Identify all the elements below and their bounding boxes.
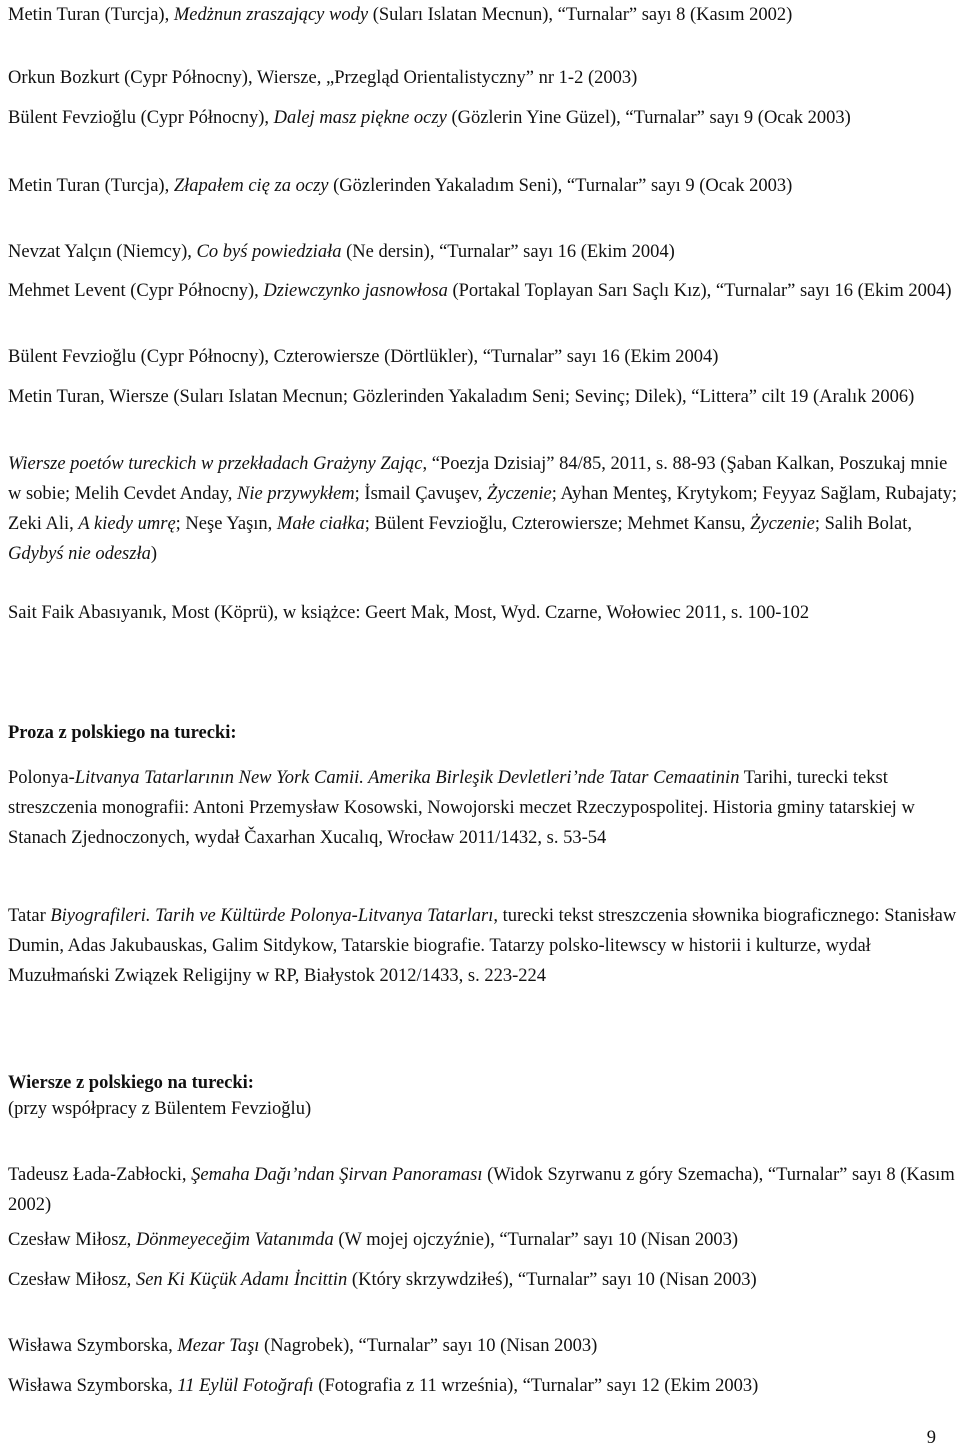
page-number: 9 bbox=[926, 1428, 936, 1448]
bibliography-entry: Tadeusz Łada-Zabłocki, Şemaha Dağı’ndan Şirvan Panoraması (Widok Szyrwanu z góry Szemacha), “Turnalar” sayı 8 (Kasım 2002) bbox=[8, 1165, 955, 1215]
prose-entry: Polonya-Litvanya Tatarlarının New York Camii. Amerika Birleşik Devletleri’nde Tatar Cemaatinin Tarihi, turecki tekst streszczenia monografii: Antoni Przemysław Kosowski, Nowojorski meczet Rzeczypospolitej. Historia gminy tatarskiej w Stanach Zjednoczonych, wydał Čaxarhan Xucalıq, Wrocław 2011/1432, s. 53-54 bbox=[8, 768, 915, 848]
bibliography-entry: Metin Turan (Turcja), Medżnun zraszający wody (Suları Islatan Mecnun), “Turnalar” sayı 8 (Kasım 2002) bbox=[8, 5, 793, 25]
anthology-entry: Wiersze poetów tureckich w przekładach Grażyny Zając, “Poezja Dzisiaj” 84/85, 2011, s. 88-93 (Şaban Kalkan, Poszukaj mnie w sobie; Melih Cevdet Anday, Nie przywykłem; İsmail Çavuşev, Życzenie; Ayhan Menteş, Krytykom; Feyyaz Sağlam, Rubajaty; Zeki Ali, A kiedy umrę; Neşe Yaşın, Małe ciałka; Bülent Fevzioğlu, Czterowiersze; Mehmet Kansu, Życzenie; Salih Bolat, Gdybyś nie odeszła) bbox=[8, 454, 958, 564]
section-heading-wiersze: Wiersze z polskiego na turecki: bbox=[8, 1073, 254, 1093]
bibliography-entry: Czesław Miłosz, Dönmeyeceğim Vatanımda (W mojej ojczyźnie), “Turnalar” sayı 10 (Nisan 2003) bbox=[8, 1230, 739, 1250]
bibliography-entry: Wisława Szymborska, 11 Eylül Fotoğrafı (Fotografia z 11 września), “Turnalar” sayı 12 (Ekim 2003) bbox=[8, 1376, 759, 1396]
bibliography-entry: Czesław Miłosz, Sen Ki Küçük Adamı İncittin (Który skrzywdziłeś), “Turnalar” sayı 10 (Nisan 2003) bbox=[8, 1270, 757, 1290]
bibliography-entry: Metin Turan (Turcja), Złapałem cię za oczy (Gözlerinden Yakaladım Seni), “Turnalar” sayı 9 (Ocak 2003) bbox=[8, 176, 793, 196]
prose-entry: Tatar Biyografileri. Tarih ve Kültürde Polonya-Litvanya Tatarları, turecki tekst streszczenia słownika biograficznego: Stanisław Dumin, Adas Jakubauskas, Galim Sitdykow, Tatarskie biografie. Tatarzy polsko-litewscy w historii i kulturze, wydał Muzułmański Związek Religijny w RP, Białystok 2012/1433, s. 223-224 bbox=[8, 906, 957, 986]
section-subtitle: (przy współpracy z Bülentem Fevzioğlu) bbox=[8, 1099, 312, 1119]
bibliography-entry: Mehmet Levent (Cypr Północny), Dziewczynko jasnowłosa (Portakal Toplayan Sarı Saçlı Kız), “Turnalar” sayı 16 (Ekim 2004) bbox=[8, 281, 952, 301]
bibliography-entry: Bülent Fevzioğlu (Cypr Północny), Dalej masz piękne oczy (Gözlerin Yine Güzel), “Turnalar” sayı 9 (Ocak 2003) bbox=[8, 108, 851, 128]
bibliography-entry: Metin Turan, Wiersze (Suları Islatan Mecnun; Gözlerinden Yakaladım Seni; Sevinç; Dilek), “Littera” cilt 19 (Aralık 2006) bbox=[8, 387, 915, 407]
bibliography-entry: Orkun Bozkurt (Cypr Północny), Wiersze, „Przegląd Orientalistyczny” nr 1-2 (2003) bbox=[8, 68, 638, 88]
bibliography-entry: Sait Faik Abasıyanık, Most (Köprü), w książce: Geert Mak, Most, Wyd. Czarne, Wołowiec 2011, s. 100-102 bbox=[8, 603, 810, 623]
bibliography-entry: Nevzat Yalçın (Niemcy), Co byś powiedziała (Ne dersin), “Turnalar” sayı 16 (Ekim 2004) bbox=[8, 242, 675, 262]
bibliography-entry: Bülent Fevzioğlu (Cypr Północny), Czterowiersze (Dörtlükler), “Turnalar” sayı 16 (Ekim 2004) bbox=[8, 347, 719, 367]
bibliography-entry: Wisława Szymborska, Mezar Taşı (Nagrobek), “Turnalar” sayı 10 (Nisan 2003) bbox=[8, 1336, 598, 1356]
section-heading-proza: Proza z polskiego na turecki: bbox=[8, 723, 237, 743]
